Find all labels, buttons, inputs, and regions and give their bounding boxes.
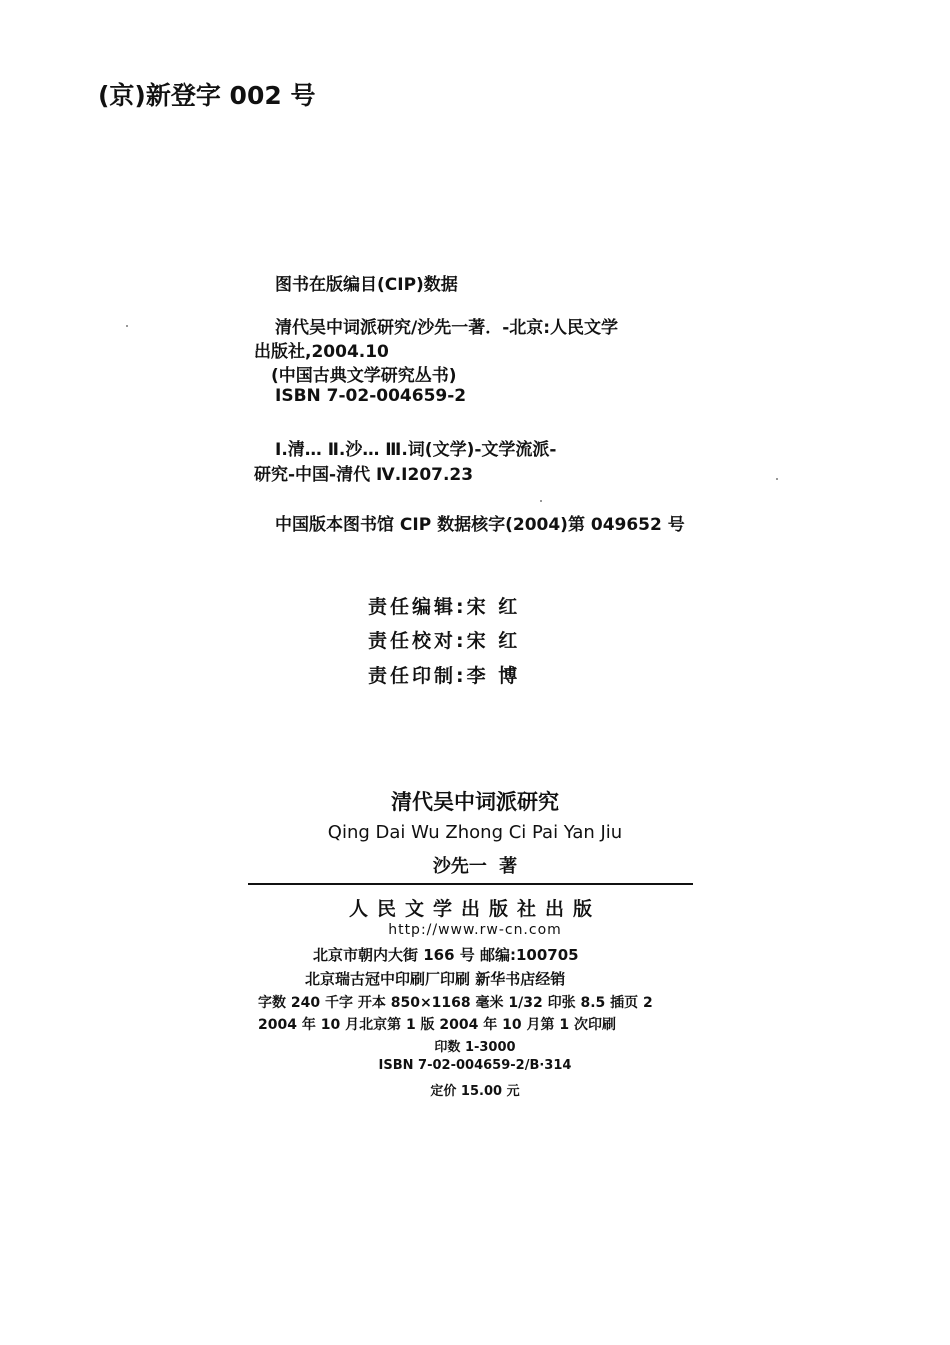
book-title-pinyin: Qing Dai Wu Zhong Ci Pai Yan Jiu	[327, 822, 623, 843]
isbn-full: ISBN 7-02-004659-2/B·314	[378, 1058, 572, 1073]
staff-proofreader: 责任校对:宋 红	[368, 630, 521, 652]
cip-title-line: 清代吴中词派研究/沙先一著．-北京:人民文学	[275, 318, 619, 338]
scan-speck	[540, 500, 542, 502]
price: 定价 15.00 元	[430, 1084, 520, 1099]
cip-subject-line: Ⅰ.清… Ⅱ.沙… Ⅲ.词(文学)-文学流派-	[275, 440, 557, 460]
print-run: 印数 1-3000	[434, 1040, 516, 1055]
staff-editor: 责任编辑:宋 红	[368, 596, 521, 618]
registration-number: (京)新登字 002 号	[98, 81, 316, 110]
cip-isbn-line: ISBN 7-02-004659-2	[275, 386, 467, 406]
cip-record-number: 中国版本图书馆 CIP 数据核字(2004)第 049652 号	[275, 515, 685, 535]
cip-heading: 图书在版编目(CIP)数据	[275, 275, 458, 295]
printer-distributor: 北京瑞古冠中印刷厂印刷 新华书店经销	[305, 970, 566, 988]
book-author: 沙先一 著	[432, 856, 518, 877]
publisher-name: 人民文学出版社出版	[348, 898, 601, 920]
staff-printing-supervisor: 责任印制:李 博	[368, 665, 521, 687]
edition-dates: 2004 年 10 月北京第 1 版 2004 年 10 月第 1 次印刷	[258, 1017, 616, 1033]
cip-classification-line: 研究-中国-清代 Ⅳ.I207.23	[254, 465, 474, 485]
publisher-url: http://www.rw-cn.com	[388, 922, 562, 938]
book-title: 清代吴中词派研究	[391, 790, 559, 814]
colophon-divider	[248, 883, 693, 885]
scan-speck	[776, 478, 778, 480]
format-specs: 字数 240 千字 开本 850×1168 毫米 1/32 印张 8.5 插页 2	[258, 995, 653, 1011]
scan-speck	[126, 325, 128, 327]
cip-series-line: (中国古典文学研究丛书)	[271, 366, 457, 386]
publisher-address: 北京市朝内大街 166 号 邮编:100705	[313, 946, 579, 964]
cip-publisher-line: 出版社,2004.10	[254, 342, 389, 362]
